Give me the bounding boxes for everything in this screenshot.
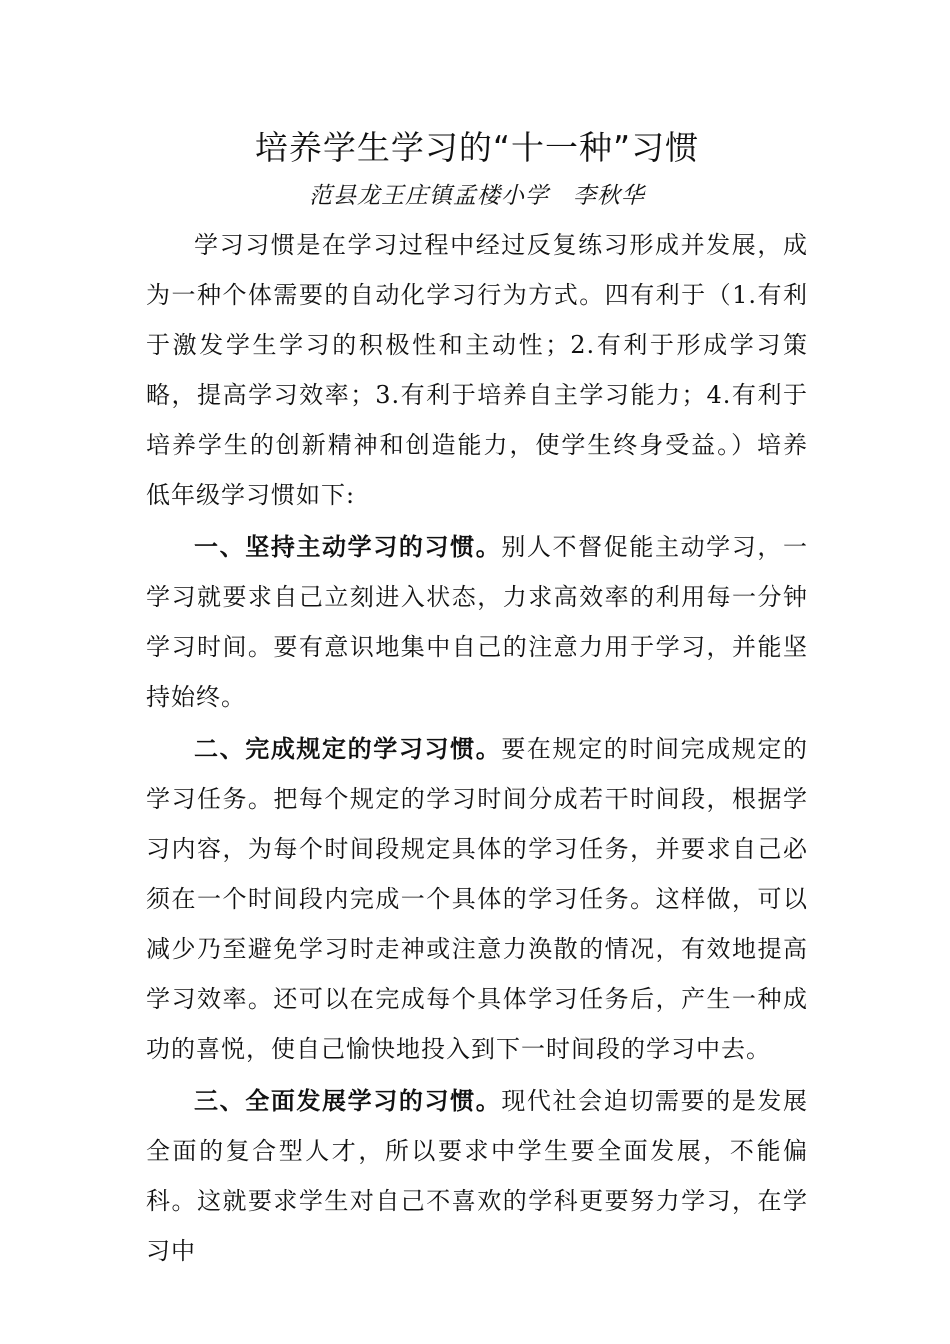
section-heading-1: 一、坚持主动学习的习惯。 xyxy=(194,533,502,561)
section-paragraph-3 xyxy=(146,1076,808,1276)
document-author: 范县龙王庄镇孟楼小学 李秋华 xyxy=(309,183,645,209)
section-body-2: 要在规定的时间完成规定的学习任务。把每个规定的学习时间分成若干时间段，根据学习内容，为每个时间段规定具体的学习任务，并要求自己必须在一个时间段内完成一个具体的学习任务。这样做，可以减少乃至避免学习时走神或注意力涣散的情况，有效地提高学习效率。还可以在完成每个具体学习任务后，产生一种成功的喜悦，使自己愉快地投入到下一时间段的学习中去。 xyxy=(146,735,809,1063)
section-heading-2: 二、完成规定的学习习惯。 xyxy=(194,735,502,763)
section-heading-3: 三、全面发展学习的习惯。 xyxy=(194,1087,502,1115)
section-body-1: 别人不督促能主动学习，一学习就要求自己立刻进入状态，力求高效率的利用每一分钟学习时间。要有意识地集中自己的注意力用于学习，并能坚持始终。 xyxy=(146,533,809,711)
intro-paragraph: 学习习惯是在学习过程中经过反复练习形成并发展，成为一种个体需要的自动化学习行为方式。四有利于（1.有利于激发学生学习的积极性和主动性；2.有利于形成学习策略，提高学习效率；3.有利于培养自主学习能力；4.有利于培养学生的创新精神和创造能力，使学生终身受益。）培养低年级学习惯如下: xyxy=(146,231,808,509)
document-page xyxy=(146,120,808,1276)
section-paragraph-1 xyxy=(146,522,808,722)
section-body-3: 现代社会迫切需要的是发展全面的复合型人才，所以要求中学生要全面发展，不能偏科。这就要求学生对自己不喜欢的学科更要努力学习，在学习中 xyxy=(146,1087,809,1265)
section-paragraph-2 xyxy=(146,724,808,1074)
document-title: 培养学生学习的“十一种”习惯 xyxy=(254,128,700,167)
